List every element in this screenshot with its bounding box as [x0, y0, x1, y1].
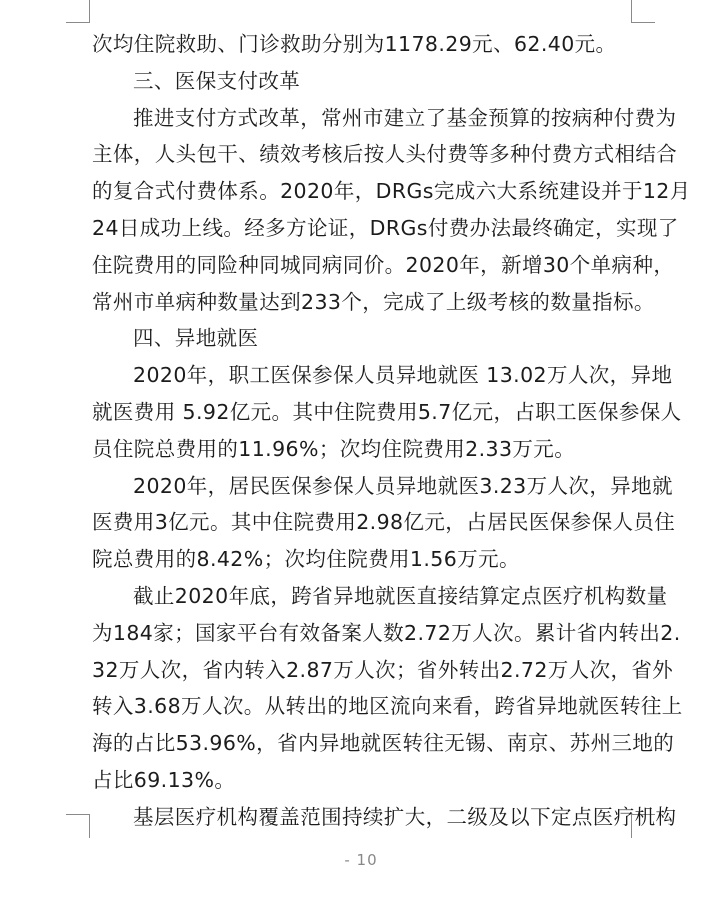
text-line: 24日成功上线。经多方论证，DRGs付费办法最终确定，实现了: [92, 215, 679, 240]
text-line: 的复合式付费体系。2020年，DRGs完成六大系统建设并于12月: [92, 179, 691, 204]
text-line: 转入3.68万人次。从转出的地区流向来看，跨省异地就医转往上: [92, 694, 683, 719]
crop-mark-top-left: [89, 0, 90, 22]
section-heading: 四、异地就医: [133, 326, 259, 351]
crop-mark-top-left: [66, 22, 90, 23]
section-heading: 三、医保支付改革: [133, 68, 301, 93]
crop-mark-top-right: [631, 22, 655, 23]
text-line: 就医费用 5.92亿元。其中住院费用5.7亿元，占职工医保参保人: [92, 399, 682, 424]
text-line: 常州市单病种数量达到233个，完成了上级考核的数量指标。: [92, 289, 655, 314]
text-line: 推进支付方式改革，常州市建立了基金预算的按病种付费为: [133, 105, 677, 130]
document-body: [92, 26, 691, 836]
text-line: 占比69.13%。: [92, 767, 236, 792]
text-line: 2020年，职工医保参保人员异地就医 13.02万人次，异地: [133, 363, 673, 388]
text-line: 住院费用的同险种同城同病同价。2020年，新增30个单病种，: [92, 252, 675, 277]
text-line: 主体，人头包干、绩效考核后按人头付费等多种付费方式相结合: [92, 142, 678, 167]
text-line: 截止2020年底，跨省异地就医直接结算定点医疗机构数量: [133, 583, 668, 608]
text-line: 2020年，居民医保参保人员异地就医3.23万人次，异地就: [133, 473, 673, 498]
text-line: 海的占比53.96%，省内异地就医转往无锡、南京、苏州三地的: [92, 731, 675, 756]
text-line: 次均住院救助、门诊救助分别为1178.29元、62.40元。: [92, 32, 617, 56]
crop-mark-top-right: [631, 0, 632, 22]
text-line: 基层医疗机构覆盖范围持续扩大，二级及以下定点医疗机构: [133, 804, 677, 829]
text-line: 32万人次，省内转入2.87万人次；省外转出2.72万人次，省外: [92, 657, 674, 682]
crop-mark-bottom-left: [66, 814, 90, 815]
page-number: - 10: [344, 851, 378, 869]
crop-mark-bottom-left: [89, 814, 90, 838]
text-line: 为184家；国家平台有效备案人数2.72万人次。累计省内转出2.: [92, 620, 681, 645]
text-line: 医费用3亿元。其中住院费用2.98亿元，占居民医保参保人员住: [92, 510, 676, 535]
text-line: 院总费用的8.42%；次均住院费用1.56万元。: [92, 547, 520, 572]
text-line: 员住院总费用的11.96%；次均住院费用2.33万元。: [92, 436, 576, 461]
